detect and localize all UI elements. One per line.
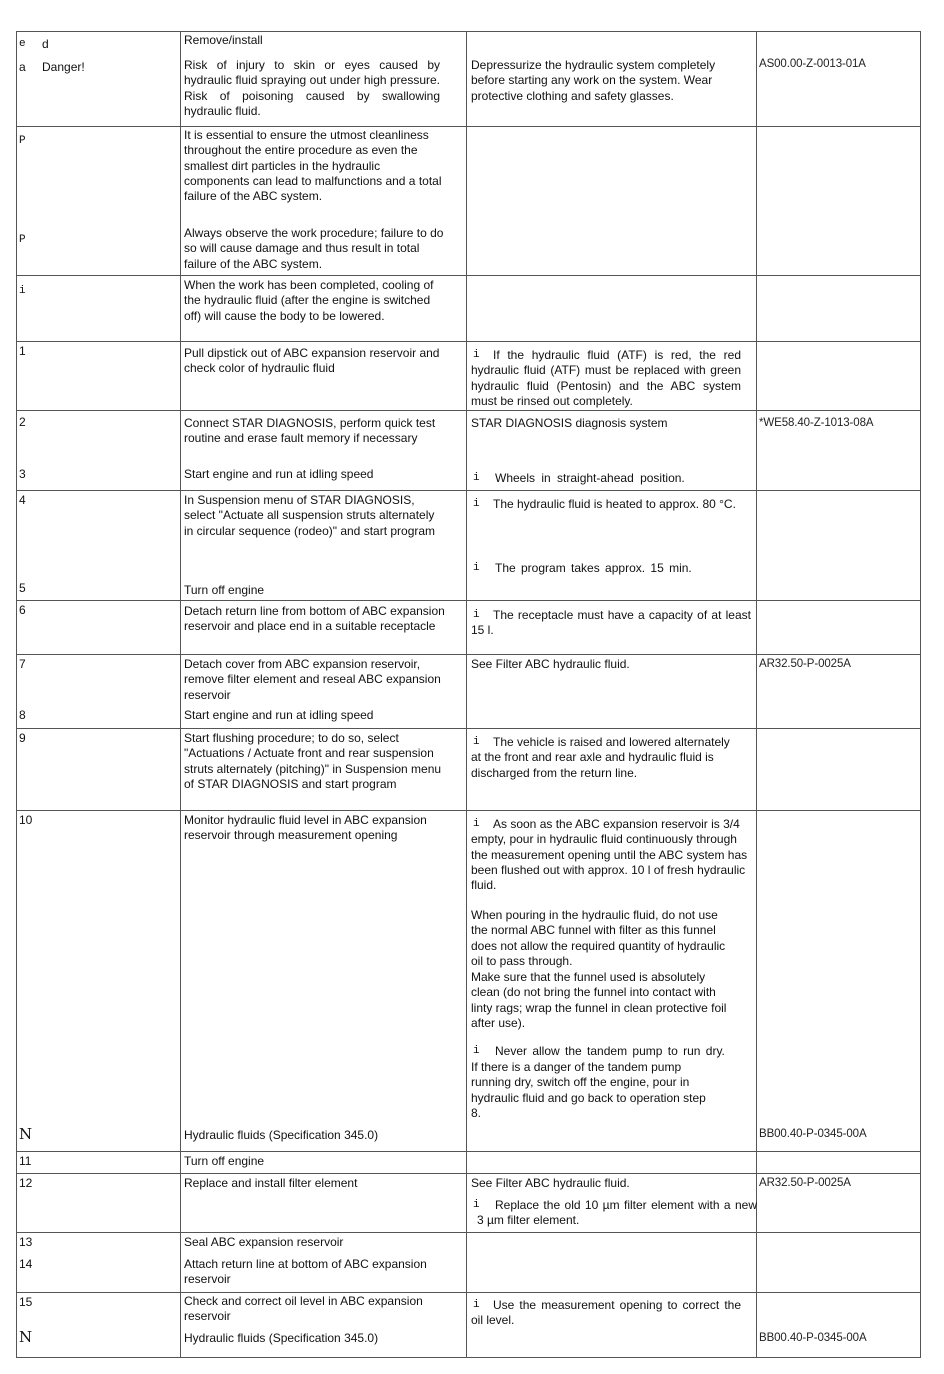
note-p-icon: P xyxy=(19,135,26,147)
note-p-icon: P xyxy=(19,234,26,246)
info-icon: i xyxy=(473,736,480,748)
grid-line xyxy=(16,1151,921,1152)
grid-line xyxy=(16,490,921,491)
step-reference: AR32.50-P-0025A xyxy=(759,658,851,670)
step-text: Seal ABC expansion reservoir xyxy=(184,1235,344,1249)
note-cleanliness: It is essential to ensure the utmost cleanliness throughout the entire procedure as even the smallest dirt particles in the hydraulic components can lead to malfunctions and a total failure of the ABC system. xyxy=(184,128,442,204)
grid-line xyxy=(180,31,181,1358)
info-icon: i xyxy=(473,1045,480,1057)
step-number: 4 xyxy=(19,493,26,507)
info-icon: i xyxy=(473,1199,480,1211)
consumable-icon: N xyxy=(19,1125,33,1143)
step-number: 7 xyxy=(19,657,26,671)
step-note: The vehicle is raised and lowered alternately at the front and rear axle and hydraulic fluid is discharged from the return line. xyxy=(471,735,730,780)
step-number: 11 xyxy=(19,1154,32,1168)
danger-text: Risk of injury to skin or eyes caused by hydraulic fluid spraying out under high pressure. Risk of poisoning caused by swallowing hydraulic fluid. xyxy=(184,58,440,118)
grid-line xyxy=(756,31,757,1358)
info-icon: i xyxy=(473,818,480,830)
step-reference: AR32.50-P-0025A xyxy=(759,1177,851,1189)
grid-line xyxy=(16,1232,921,1233)
step-number: 10 xyxy=(19,813,33,827)
grid-line xyxy=(920,31,921,1358)
info-icon: i xyxy=(473,498,480,510)
step-note: See Filter ABC hydraulic fluid. xyxy=(471,1176,630,1190)
grid-line xyxy=(16,126,921,127)
step-text: Start engine and run at idling speed xyxy=(184,467,374,481)
grid-line xyxy=(16,810,921,811)
grid-line xyxy=(466,31,467,1358)
step-note: Wheels in straight-ahead position. xyxy=(495,471,685,485)
step-number: 15 xyxy=(19,1295,33,1309)
consumable-reference: BB00.40-P-0345-00A xyxy=(759,1332,867,1344)
header-icon-glyph: e xyxy=(19,38,26,50)
note-cooling: When the work has been completed, cooling of the hydraulic fluid (after the engine is switched off) will cause the body to be lowered. xyxy=(184,278,434,323)
consumable-icon: N xyxy=(19,1328,33,1346)
step-text: Attach return line at bottom of ABC expansion reservoir xyxy=(184,1257,427,1287)
info-icon: i xyxy=(473,562,480,574)
step-number: 6 xyxy=(19,603,26,617)
danger-icon: a xyxy=(19,60,26,74)
danger-remedy: Depressurize the hydraulic system completely before starting any work on the system. Wear protective clothing and safety glasses. xyxy=(471,58,716,103)
step-note: Make sure that the funnel used is absolutely clean (do not bring the funnel into contact with linty rags; wrap the funnel in clean protective foil after use). xyxy=(471,970,727,1030)
step-text: Start flushing procedure; to do so, select "Actuations / Actuate front and rear suspension struts alternately (pitching)" in Suspension menu of STAR DIAGNOSIS and start program xyxy=(184,731,442,791)
grid-line xyxy=(16,1292,921,1293)
step-note: The receptacle must have a capacity of at least 15 l. xyxy=(471,608,751,638)
step-note: See Filter ABC hydraulic fluid. xyxy=(471,657,630,671)
grid-line xyxy=(16,1173,921,1174)
note-work-procedure: Always observe the work procedure; failure to do so will cause damage and thus result in total failure of the ABC system. xyxy=(184,226,444,271)
step-number: 13 xyxy=(19,1235,33,1249)
step-note: Replace the old 10 µm filter element with a new 3 µm filter element. xyxy=(477,1198,757,1228)
section-title: Remove/install xyxy=(184,33,263,47)
grid-line xyxy=(16,728,921,729)
header-icon-glyph: d xyxy=(42,37,49,51)
info-icon: i xyxy=(473,472,480,484)
grid-line xyxy=(16,1357,921,1358)
grid-line xyxy=(16,410,921,411)
grid-line xyxy=(16,341,921,342)
step-note: The hydraulic fluid is heated to approx. 80 °C. xyxy=(493,497,736,511)
step-text: Pull dipstick out of ABC expansion reservoir and check color of hydraulic fluid xyxy=(184,346,440,376)
step-text: Start engine and run at idling speed xyxy=(184,708,374,722)
grid-line xyxy=(16,31,17,1358)
info-icon: i xyxy=(473,1299,480,1311)
step-text: In Suspension menu of STAR DIAGNOSIS, select "Actuate all suspension struts alternately in circular sequence (rodeo)" and start program xyxy=(184,493,436,538)
grid-line xyxy=(16,275,921,276)
info-icon: i xyxy=(473,349,480,361)
step-number: 3 xyxy=(19,467,26,481)
step-reference: *WE58.40-Z-1013-08A xyxy=(759,417,874,429)
consumable-text: Hydraulic fluids (Specification 345.0) xyxy=(184,1331,379,1345)
step-number: 14 xyxy=(19,1257,33,1271)
step-number: 1 xyxy=(19,344,26,358)
info-icon: i xyxy=(473,609,480,621)
step-number: 8 xyxy=(19,708,26,722)
danger-label: Danger! xyxy=(42,60,85,74)
grid-line xyxy=(16,654,921,655)
step-text: Detach return line from bottom of ABC expansion reservoir and place end in a suitable receptacle xyxy=(184,604,445,634)
step-note: The program takes approx. 15 min. xyxy=(495,561,692,575)
step-number: 9 xyxy=(19,731,26,745)
step-text: Turn off engine xyxy=(184,583,265,597)
step-note: Never allow the tandem pump to run dry. xyxy=(495,1044,725,1058)
step-number: 2 xyxy=(19,415,26,429)
step-note: If there is a danger of the tandem pump running dry, switch off the engine, pour in hydraulic fluid and go back to operation step 8. xyxy=(471,1060,706,1120)
step-text: Turn off engine xyxy=(184,1154,265,1168)
step-text: Monitor hydraulic fluid level in ABC expansion reservoir through measurement opening xyxy=(184,813,427,843)
step-note: If the hydraulic fluid (ATF) is red, the red hydraulic fluid (ATF) must be replaced with green hydraulic fluid (Pentosin) and the ABC system must be rinsed out completely. xyxy=(471,348,741,408)
step-text: Connect STAR DIAGNOSIS, perform quick test routine and erase fault memory if necessary xyxy=(184,416,436,446)
danger-reference: AS00.00-Z-0013-01A xyxy=(759,58,866,70)
grid-line xyxy=(16,600,921,601)
grid-line xyxy=(16,31,921,32)
step-text: Detach cover from ABC expansion reservoir, remove filter element and reseal ABC expansion reservoir xyxy=(184,657,441,702)
step-note: As soon as the ABC expansion reservoir is 3/4 empty, pour in hydraulic fluid continuously through the measurement opening until the ABC system has been flushed out with approx. 10 l of fresh hydraulic fluid. xyxy=(471,817,748,893)
step-note: Use the measurement opening to correct the oil level. xyxy=(471,1298,741,1328)
consumable-reference: BB00.40-P-0345-00A xyxy=(759,1128,867,1140)
step-number: 12 xyxy=(19,1176,33,1190)
note-info-icon: i xyxy=(19,285,26,297)
consumable-text: Hydraulic fluids (Specification 345.0) xyxy=(184,1128,379,1142)
step-number: 5 xyxy=(19,581,26,595)
step-text: Check and correct oil level in ABC expansion reservoir xyxy=(184,1294,423,1324)
step-note: STAR DIAGNOSIS diagnosis system xyxy=(471,416,668,430)
step-note: When pouring in the hydraulic fluid, do not use the normal ABC funnel with filter as this funnel does not allow the required quantity of hydraulic oil to pass through. xyxy=(471,908,726,968)
step-text: Replace and install filter element xyxy=(184,1176,358,1190)
